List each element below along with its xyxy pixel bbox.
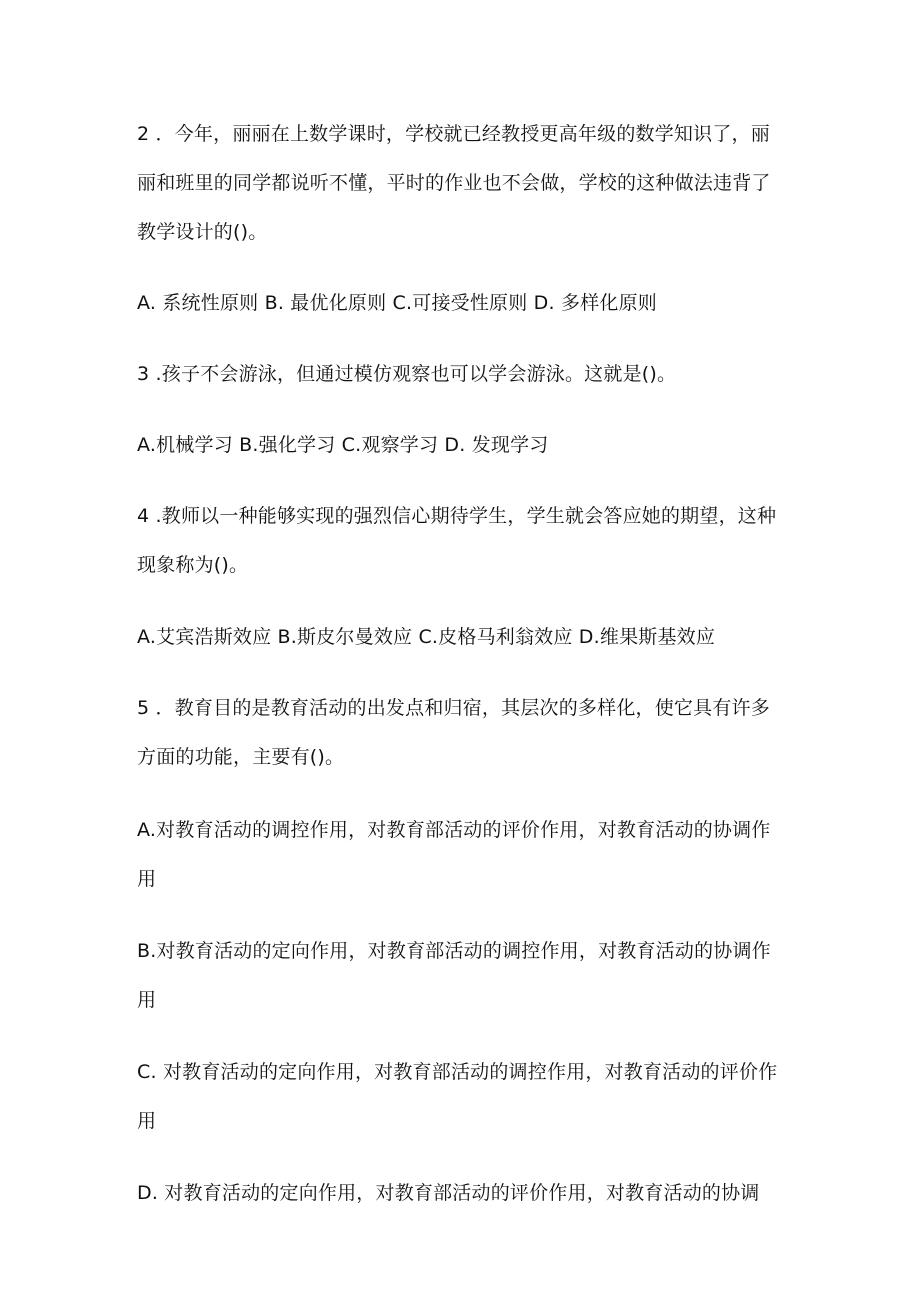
- question-4-stem: 4 .教师以一种能够实现的强烈信心期待学生，学生就会答应她的期望，这种现象称为()。: [137, 505, 777, 576]
- question-5-option-a: A.对教育活动的调控作用，对教育部活动的评价作用，对教育活动的协调作用: [137, 819, 771, 890]
- question-2-stem: 2 ．今年，丽丽在上数学课时，学校就已经教授更高年级的数学知识了，丽丽和班里的同学都说听不懂，平时的作业也不会做，学校的这种做法违背了教学设计的()。: [137, 123, 771, 243]
- question-5-option-c: C. 对教育活动的定向作用，对教育部活动的调控作用，对教育活动的评价作用: [137, 1061, 778, 1132]
- question-5-option-d: D. 对教育活动的定向作用，对教育部活动的评价作用，对教育活动的协调: [137, 1182, 760, 1204]
- question-3-options: A.机械学习 B.强化学习 C.观察学习 D. 发现学习: [137, 434, 549, 456]
- question-2-options: A. 系统性原则 B. 最优化原则 C.可接受性原则 D. 多样化原则: [137, 292, 657, 314]
- question-5-stem: 5 ．教育目的是教育活动的出发点和归宿，其层次的多样化，使它具有许多方面的功能，主要有()。: [137, 697, 770, 768]
- question-5-option-b: B.对教育活动的定向作用，对教育部活动的调控作用，对教育活动的协调作用: [137, 940, 771, 1011]
- question-3-stem: 3 .孩子不会游泳，但通过模仿观察也可以学会游泳。这就是()。: [137, 363, 677, 385]
- question-4-options: A.艾宾浩斯效应 B.斯皮尔曼效应 C.皮格马利翁效应 D.维果斯基效应: [137, 626, 716, 648]
